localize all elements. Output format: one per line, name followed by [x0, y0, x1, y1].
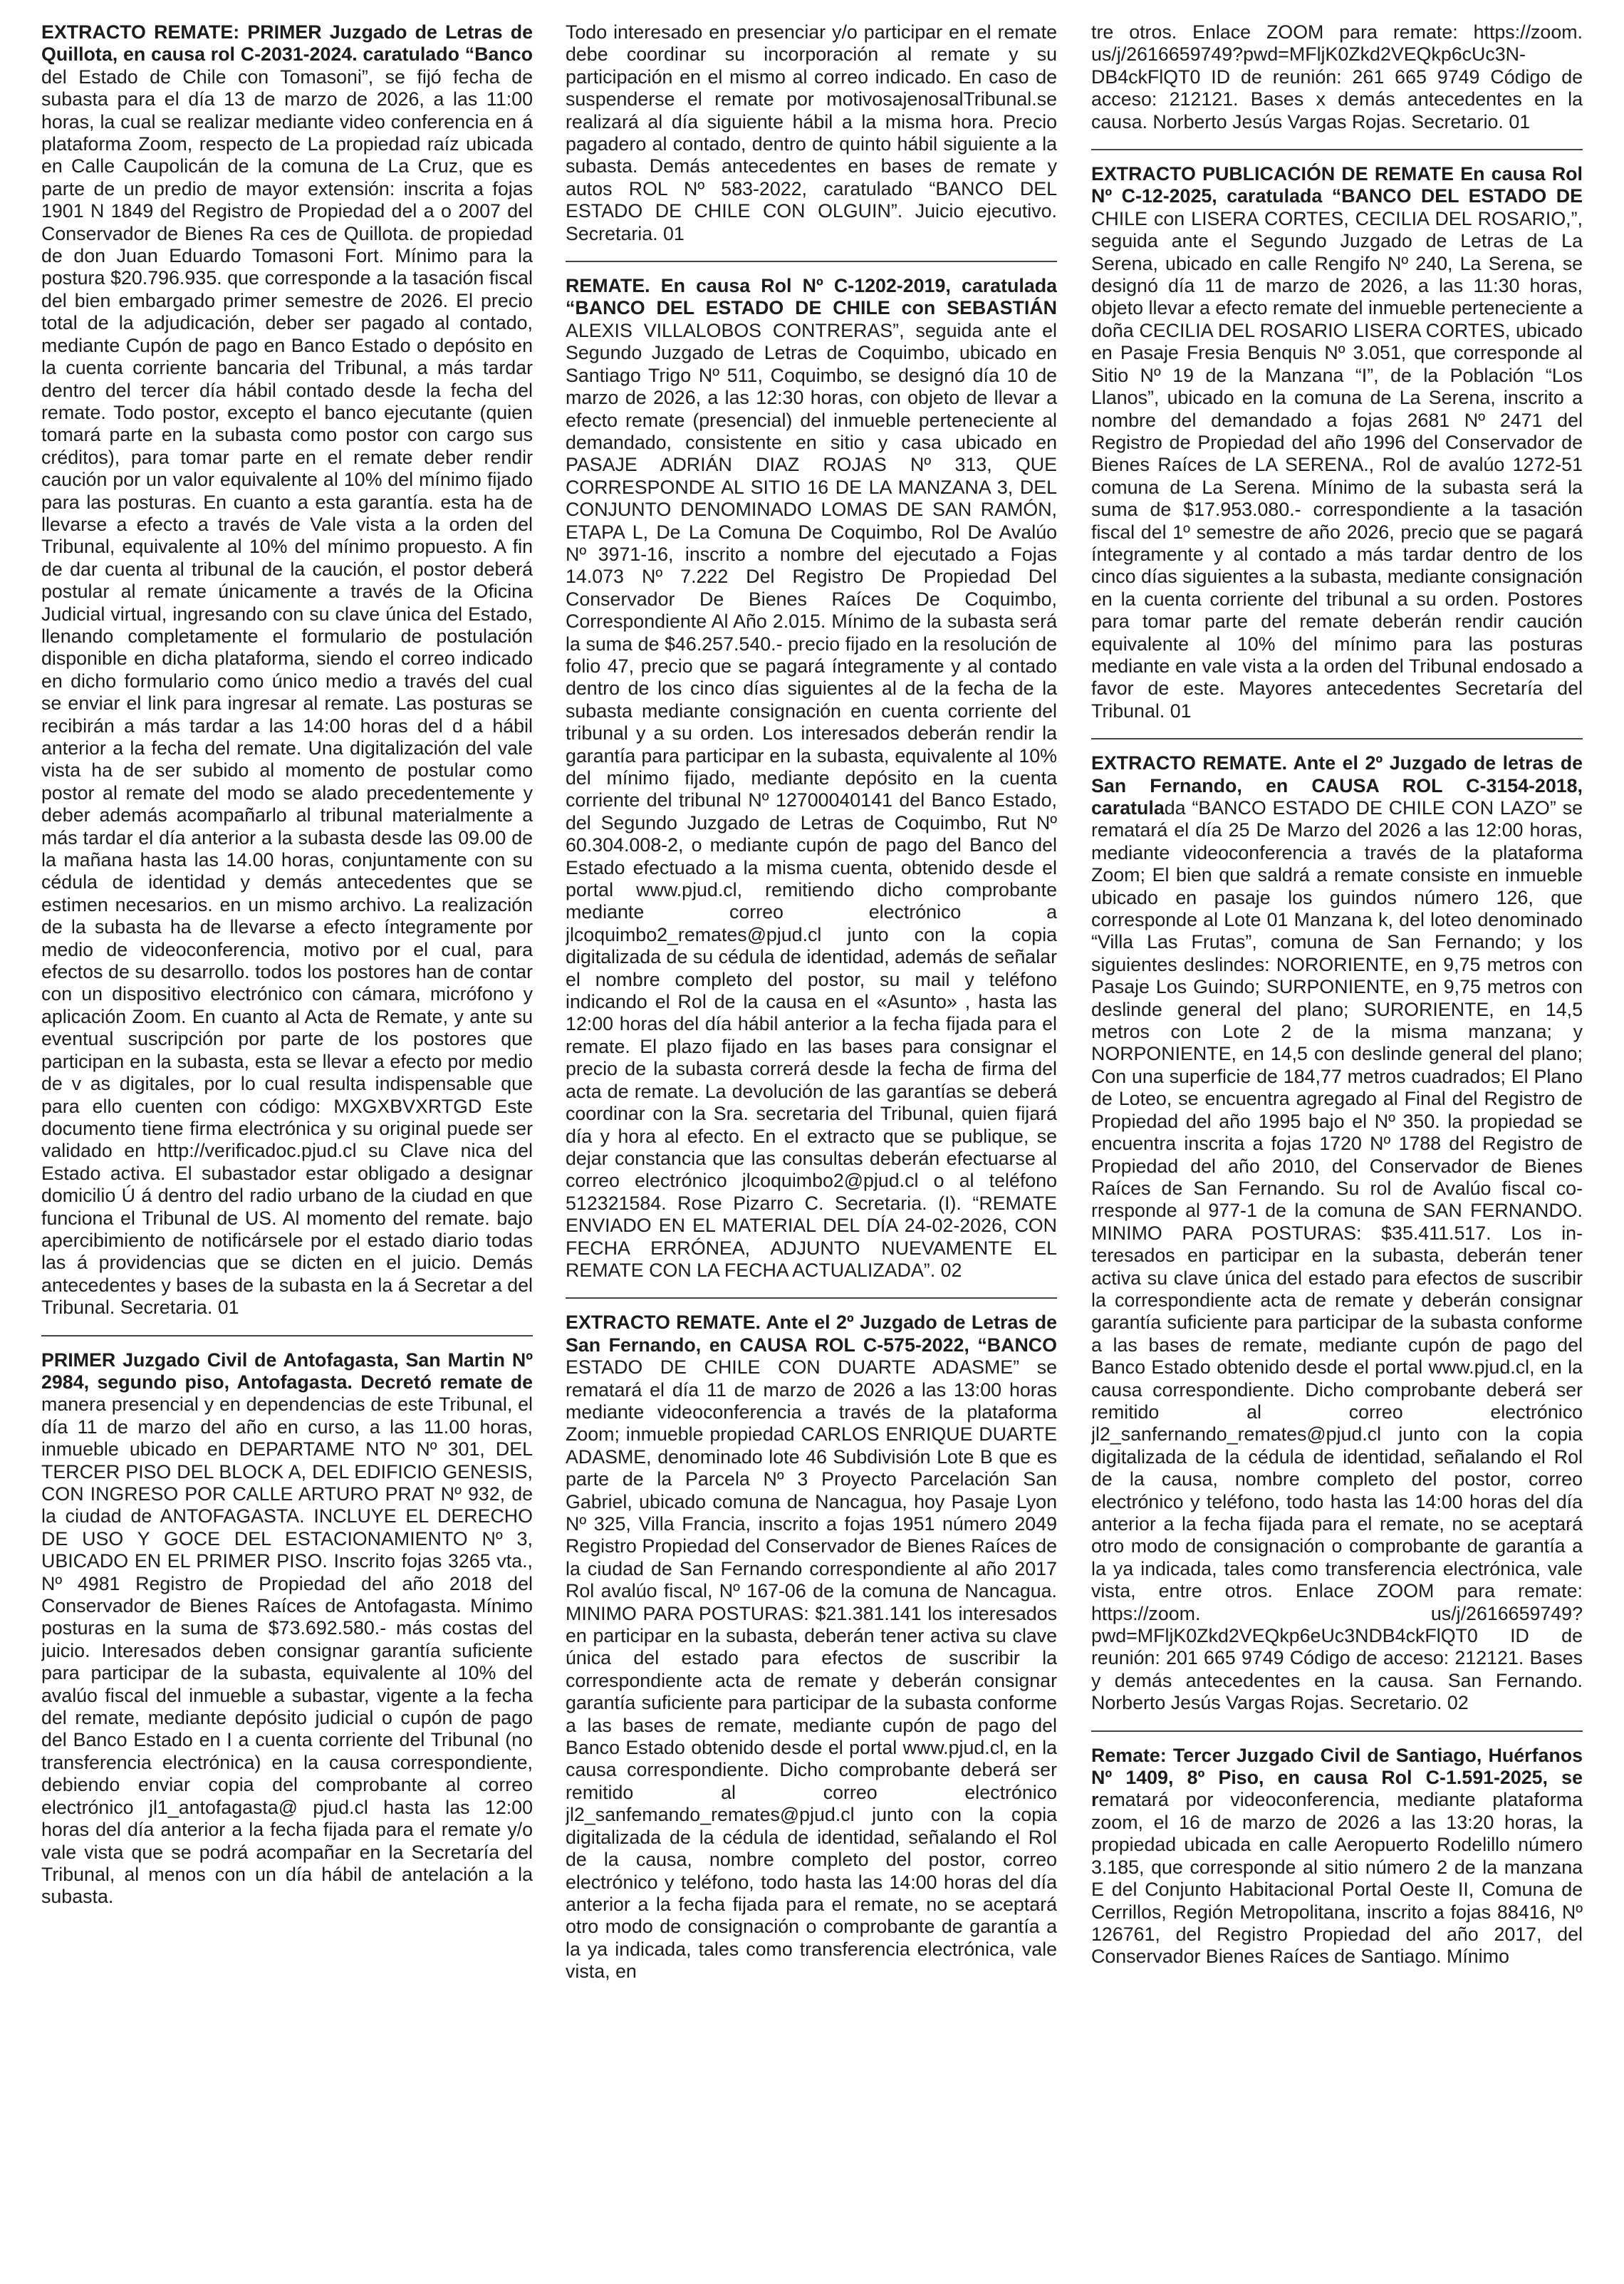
notice-body: tre otros. Enlace ZOOM para remate: https://zoom. us/j/2616659749?pwd=MFljK0Zkd2VEQkp6cUc3NDB4ckFlQT0 ID de reunión: 261 665 9749 Código de acceso: 212121. Bases x demás antecedentes en la causa. Norberto Jesús Vargas Rojas. Secretario. 01 — [1091, 21, 1583, 133]
notice-heading: PRIMER Juzgado Civil de Antofagasta, San Martin Nº 2984, segundo piso, Antofagasta. Decretó remate de — [41, 1349, 533, 1393]
notice-san-fernando-lazo — [1091, 752, 1583, 1720]
notice-body: del Estado de Chile con Tomasoni”, se fijó fecha de subasta para el día 13 de marzo de 2026, a las 11:00 horas, la cual se realizar mediante video conferencia en á plataforma Zoom, respecto de La propiedad raíz ubicada en Calle Caupolicán de la comuna de La Cruz, que es parte de un predio de mayor extensión: inscrita a fojas 1901 N 1849 del Registro de Propiedad del a o 2007 del Conservador de Bienes Ra ces de Quillota. de propiedad de don Juan Eduardo Tomasoni Fort. Mínimo para la postura $20.796.935. que corresponde a la tasación fiscal del bien embargado primer semestre de 2026. El precio total de la adjudicación, deber ser pagado al contado, mediante Cupón de pago en Banco Estado o depósito en la cuenta corriente bancaria del Tribunal, a más tardar dentro del tercer día hábil contado desde la fecha del remate. Todo postor, excepto el banco ejecutante (quien tomará parte en la subasta como postor con cargo sus créditos), para tomar parte en el remate deber rendir caución por un valor equivalente al 10% del mínimo fijado para las posturas. En cuanto a esta garantía. esta ha de llevarse a efecto a través de Vale vista a la orden del Tribunal, equivalente al 10% del mínimo propuesto. A fin de dar cuenta al tribunal de la caución, el postor deberá postular al remate únicamente a través de la Oficina Judicial virtual, ingresando con su clave única del Estado, llenando completamente el formulario de postulación disponible en dicha plataforma, siendo el correo indicado en dicho formulario como único medio a través del cual se enviar el link para ingresar al remate. Las posturas se recibirán a más tardar a las 14:00 horas del d a hábil anterior a la fecha del remate. Una digitalización del vale vista ha de ser subido al momento de postular como postor al remate del modo se alado precedentemente y deber además acompañarlo al tribunal materialmente a más tardar el día anterior a la subasta desde las 09.00 de la mañana hasta las 14.00 horas, conjuntamente con su cédula de identidad y demás antecedentes que se estimen necesarios. en un mismo archivo. La realización de la subasta ha de llevarse a efecto íntegramente por medio de videoconferencia, motivo por el cual, para efectos de su desarrollo. todos los postores han de contar con un dispositivo electrónico con cámara, micrófono y aplicación Zoom. En cuanto al Acta de Remate, y ante su eventual suscripción por parte de los postores que participan en la subasta, esta se llevar a efecto por medio de v as digitales, por lo cual resulta indispensable que para ello cuenten con código: MXGXBVXRTGD Este documento tiene firma electrónica y su original puede ser validado en http://verificadoc.pjud.cl su Clave nica del Estado activa. El subastador estar obligado a designar domicilio Ú á dentro del radio urbano de la ciudad en que funciona el Tribunal de US. Al momento del remate. bajo apercibimiento de notificársele por el estado diario todas las á providencias que se dicten en el juicio. Demás antecedentes y bases de la subasta en la á Secretar a del Tribunal. Secretaria. 01 — [41, 66, 533, 1319]
notice-body: Todo interesado en presenciar y/o participar en el remate debe coordinar su incorporación al remate y su participación en el mismo al correo indicado. En caso de suspenderse el remate por motivosajenosalTribunal.se realizará al día siguiente hábil a la misma hora. Precio pagadero al contado, dentro de quinto hábil siguiente a la subasta. Demás antecedentes en bases de remate y autos ROL Nº 583-2022, caratulado “BANCO DEL ESTADO DE CHILE CON OLGUIN”. Juicio ejecutivo. Secretaria. 01 — [566, 21, 1057, 244]
column-1 — [41, 21, 533, 2265]
notice-divider — [566, 261, 1057, 262]
notice-divider — [566, 1297, 1057, 1299]
notice-divider — [1091, 149, 1583, 150]
notice-divider — [41, 1335, 533, 1336]
notice-body: ESTADO DE CHILE CON DUARTE ADASME” se rematará el día 11 de marzo de 2026 a las 13:00 horas mediante videoconferencia a través de la plataforma Zoom; inmueble propiedad CARLOS ENRIQUE DUARTE ADASME, denominado lote 46 Subdivisión Lote B que es parte de la Parcela Nº 3 Proyecto Parcelación San Gabriel, ubicado comuna de Nancagua, hoy Pasaje Lyon Nº 325, Villa Francia, inscrito a fojas 1951 número 2049 Registro Propiedad del Conservador de Bienes Raíces de la ciudad de San Fernando correspondiente al año 2017 Rol avalúo fiscal, Nº 167-06 de la comuna de Nancagua. MINIMO PARA POSTURAS: $21.381.141 los interesados en participar en la subasta, deberán tener activa su clave única del estado para efectos de suscribir la correspondiente acta de remate y deberán consignar garantía suficiente para participar de la subasta conforme a las bases de remate, mediante cupón de pago del Banco Estado obtenido desde el portal www.pjud.cl, en la causa correspondiente. Dicho comprobante deberá ser remitido al correo electrónico jl2_sanfemando_remates@pjud.cl junto con la copia digitalizada de la cédula de identidad, señalando el Rol de la causa, nombre completo del postor, correo electrónico y teléfono, todo hasta las 14:00 horas del día anterior a la fecha fijada para el remate, no se aceptará otro modo de consignación o comprobante de garantía a la ya indicada, tales como transferencia electrónica, vale vista, en — [566, 1356, 1057, 1983]
notice-heading: Remate: Tercer Juzgado Civil de Santiago, Huérfanos Nº 1409, 8º Piso, en causa Rol C-1.591-2025, se r — [1091, 1744, 1583, 1811]
notice-heading: EXTRACTO REMATE. Ante el 2º Juzgado de Letras de San Fernando, en CAUSA ROL C-575-2022, “BANCO — [566, 1312, 1057, 1356]
notice-olguin-continuation — [566, 21, 1057, 251]
notice-heading: EXTRACTO REMATE. Ante el 2º Juzgado de letras de San Fernando, en CAUSA ROL C-3154-2018, caratula — [1091, 752, 1583, 819]
notice-divider — [1091, 1730, 1583, 1732]
notice-body: CHILE con LISERA CORTES, CECILIA DEL ROSARIO,”, seguida ante el Segundo Juzgado de Letras de La Serena, ubicado en calle Rengifo Nº 240, La Serena, se designó día 11 de marzo de 2026, a las 11:30 horas, objeto llevar a efecto remate del inmueble perteneciente a doña CECILIA DEL ROSARIO LISERA CORTES, ubicado en Pasaje Fresia Benquis Nº 3.051, que corresponde al Sitio Nº 19 de la Manzana “I”, de la Población “Los Llanos”, ubicado en la comuna de La Serena, inscrito a nombre del demandado a fojas 2681 Nº 2471 del Registro de Propiedad del año 1996 del Conservador de Bienes Raíces de LA SERENA., Rol de avalúo 1272-51 comuna de La Serena. Mínimo de la subasta será la suma de $17.953.080.- correspondiente a la tasación fiscal del 1º semestre de año 2026, precio que se pagará íntegramente y al contado a más tardar dentro de los cinco días siguientes a la subasta, mediante consignación en la cuenta corriente del tribunal a su orden. Postores para tomar parte del remate deberán rendir caución equivalente al 10% del mínimo para las posturas mediante en vale vista a la orden del Tribunal endosado a favor de este. Mayores antecedentes Secretaría del Tribunal. 01 — [1091, 207, 1583, 722]
notice-coquimbo — [566, 275, 1057, 1287]
notice-heading: EXTRACTO REMATE: PRIMER Juzgado de Letras de Quillota, en causa rol C-2031-2024. caratulado “Banco — [41, 21, 533, 66]
notice-heading: EXTRACTO PUBLICACIÓN DE REMATE En causa Rol Nº C-12-2025, caratulada “BANCO DEL ESTADO DE — [1091, 163, 1583, 207]
notice-body: da “BANCO ESTADO DE CHILE CON LAZO” se rematará el día 25 De Marzo del 2026 a las 12:00 horas, mediante videoconferencia a través de la plataforma Zoom; El bien que saldrá a remate consiste en inmueble ubicado en pasaje los guindos número 126, que corresponde al Lote 01 Manzana k, del loteo denominado “Villa Las Frutas”, comuna de San Fernando; y los siguientes deslindes: NORORIENTE, en 9,75 metros con Pasaje Los Guindo; SURPONIENTE, en 9,75 metros con deslinde general del plano; SURORIENTE, en 14,5 metros con Lote 2 de la misma manzana; y NORPONIENTE, en 14,5 con deslinde general del plano; Con una superficie de 184,77 metros cuadrados; El Plano de Loteo, se encuentra agregado al Final del Registro de Propiedad del año 1995 bajo el Nº 350. la propiedad se encuentra inscrita a fojas 1720 Nº 1788 del Registro de Propiedad del año 2010, del Conservador de Bienes Raíces de San Fernando. Su rol de Avalúo fiscal corresponde al 977-1 de la comuna de SAN FERNANDO. MINIMO PARA POSTURAS: $35.411.517. Los interesados en participar en la subasta, deberán tener activa su clave única del estado para efectos de suscribir la correspondiente acta de remate y deberán consignar garantía suficiente para participar de la subasta conforme a las bases de remate, mediante cupón de pago del Banco Estado obtenido desde el portal www.pjud.cl, en la causa correspondiente. Dicho comprobante deberá ser remitido al correo electrónico jl2_sanfernando_remates@pjud.cl junto con la copia digitalizada de la cédula de identidad, señalando el Rol de la causa, nombre completo del postor, correo electrónico y teléfono, todo hasta las 14:00 horas del día anterior a la fecha fijada para el remate, no se aceptará otro modo de consignación o comprobante de garantía a la ya indicada, tales como transferencia electrónica, vale vista, entre otros. Enlace ZOOM para remate: https://zoom. us/j/2616659749?pwd=MFljK0Zkd2VEQkp6eUc3NDB4ckFlQT0 ID de reunión: 201 665 9749 Código de acceso: 212121. Bases y demás antecedentes en la causa. San Fernando. Norberto Jesús Vargas Rojas. Secretario. 02 — [1091, 797, 1583, 1714]
notice-body: ALEXIS VILLALOBOS CONTRERAS”, seguida ante el Segundo Juzgado de Letras de Coquimbo, ubicado en Santiago Trigo Nº 511, Coquimbo, se designó día 10 de marzo de 2026, a las 12:30 horas, con objeto de llevar a efecto remate (presencial) del inmueble perteneciente al demandado, consistente en sitio y casa ubicado en PASAJE ADRIÁN DIAZ ROJAS Nº 313, QUE CORRESPONDE AL SITIO 16 DE LA MANZANA 3, DEL CONJUNTO DENOMINADO LOMAS DE SAN RAMÓN, ETAPA L, De La Comuna De Coquimbo, Rol De Avalúo Nº 3971-16, inscrito a nombre del ejecutado a Fojas 14.073 Nº 7.222 Del Registro De Propiedad Del Conservador De Bienes Raíces De Coquimbo, Correspondiente Al Año 2.015. Mínimo de la subasta será la suma de $46.257.540.- precio fijado en la resolución de folio 47, precio que se pagará íntegramente y al contado dentro de los cinco días siguientes al de la fecha de la subasta mediante consignación en cuenta corriente del tribunal y a su orden. Los interesados deberán rendir la garantía para participar en la subasta, equivalente al 10% del mínimo fijado, mediante depósito en la cuenta corriente del tribunal Nº 12700040141 del Banco Estado, del Segundo Juzgado de Letras de Coquimbo, Rut Nº 60.304.008-2, o mediante cupón de pago del Banco del Estado efectuado a la misma cuenta, obtenido desde el portal www.pjud.cl, remitiendo dicho comprobante mediante correo electrónico a jlcoquimbo2_remates@pjud.cl junto con la copia digitalizada de su cédula de identidad, además de señalar el nombre completo del postor, su mail y teléfono indicando el Rol de la causa en el «Asunto» , hasta las 12:00 horas del día hábil anterior a la fecha fijada para el remate. El plazo fijado en las bases para consignar el precio de la subasta correrá desde la fecha de firma del acta de remate. La devolución de las garantías se deberá coordinar con la Sra. secretaria del Tribunal, quien fijará día y hora al efecto. En el extracto que se publique, se dejar constancia que las consultas deberán efectuarse al correo electrónico jlcoquimbo2@pjud.cl o al teléfono 512321584. Rose Pizarro C. Secretaria. (I). “REMATE ENVIADO EN EL MATERIAL DEL DÍA 24-02-2026, CON FECHA ERRÓNEA, ADJUNTO NUEVAMENTE EL REMATE CON LA FECHA ACTUALIZADA”. 02 — [566, 319, 1057, 1281]
notice-duarte-continuation — [1091, 21, 1583, 139]
column-3 — [1091, 21, 1583, 2265]
notice-body: manera presencial y en dependencias de este Tribunal, el día 11 de marzo del año en curso, a las 11.00 horas, inmueble ubicado en DEPARTAME NTO Nº 301, DEL TERCER PISO DEL BLOCK A, DEL EDIFICIO GENESIS, CON INGRESO POR CALLE ARTURO PRAT Nº 932, de la ciudad de ANTOFAGASTA. INCLUYE EL DERECHO DE USO Y GOCE DEL ESTACIONAMIENTO Nº 3, UBICADO EN EL PRIMER PISO. Inscrito fojas 3265 vta., Nº 4981 Registro de Propiedad del año 2018 del Conservador de Bienes Raíces de Antofagasta. Mínimo posturas en la suma de $73.692.580.- más costas del juicio. Interesados deben consignar garantía suficiente para participar de la subasta, equivalente al 10% del avalúo fiscal del inmueble a subastar, vigente a la fecha del remate, mediante depósito judicial o cupón de pago del Banco Estado en I a cuenta corriente del Tribunal (no transferencia electrónica) en la causa correspondiente, debiendo enviar copia del comprobante al correo electrónico jl1_antofagasta@ pjud.cl hasta las 12:00 horas del día anterior a la fecha fijada para el remate y/o vale vista que se podrá acompañar en la Secretaría del Tribunal, al menos con un día hábil de antelación a la subasta. — [41, 1393, 533, 1908]
notice-divider — [1091, 738, 1583, 739]
notice-la-serena — [1091, 163, 1583, 728]
notice-quillota — [41, 21, 533, 1325]
notice-santiago — [1091, 1745, 1583, 1974]
notice-heading: REMATE. En causa Rol Nº C-1202-2019, caratulada “BANCO DEL ESTADO DE CHILE con SEBASTIÁN — [566, 275, 1057, 319]
notice-san-fernando-duarte — [566, 1312, 1057, 1988]
column-2 — [566, 21, 1057, 2265]
notice-body: ematará por videoconferencia, mediante plataforma zoom, el 16 de marzo de 2026 a las 13:20 horas, la propiedad ubicada en calle Aeropuerto Rodelillo número 3.185, que corresponde al sitio número 2 de la manzana E del Conjunto Habitacional Portal Oeste II, Comuna de Cerrillos, Región Metropolitana, inscrito a fojas 88416, Nº 126761, del Registro Propiedad del año 2017, del Conservador Bienes Raíces de Santiago. Mínimo — [1091, 1789, 1583, 1968]
notice-antofagasta — [41, 1349, 533, 1914]
